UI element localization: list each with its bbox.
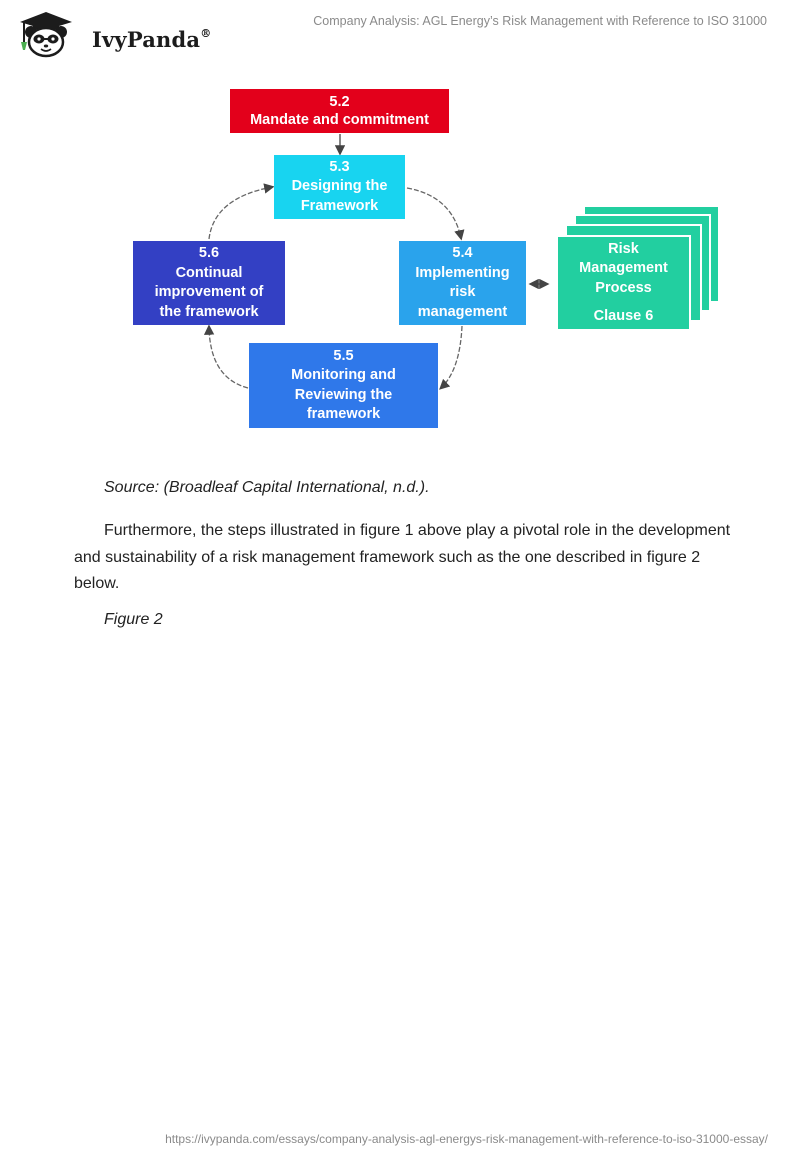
arrow-implementing-to-monitoring <box>441 326 462 388</box>
arrow-monitoring-to-improvement <box>209 327 248 388</box>
framework-diagram <box>0 0 800 460</box>
footer-url-link[interactable]: https://ivypanda.com/essays/company-analysis-agl-energys-risk-management-with-reference-to-iso-31000-essay/ <box>165 1132 768 1146</box>
arrow-designing-to-implementing <box>407 188 461 238</box>
box-mandate: 5.2 Mandate and commitment <box>230 89 449 133</box>
arrow-improvement-to-designing <box>209 187 272 239</box>
document-title: Company Analysis: AGL Energy’s Risk Management with Reference to ISO 31000 <box>313 14 767 28</box>
body-paragraph: Furthermore, the steps illustrated in figure 1 above play a pivotal role in the development and sustainability of a risk management framework such as the one described in figure 2 below. <box>74 522 731 592</box>
box-risk-process: Risk Management Process Clause 6 <box>556 235 691 331</box>
box-monitoring: 5.5 Monitoring and Reviewing the framework <box>249 343 438 428</box>
figure-source-caption: Source: (Broadleaf Capital International, n.d.). <box>104 479 430 496</box>
box-improvement: 5.6 Continual improvement of the framework <box>133 241 285 325</box>
figure-2-label: Figure 2 <box>104 611 163 628</box>
box-implementing: 5.4 Implementing risk management <box>399 241 526 325</box>
box-designing: 5.3 Designing the Framework <box>274 155 405 219</box>
brand-name: IvyPanda® <box>92 27 212 52</box>
